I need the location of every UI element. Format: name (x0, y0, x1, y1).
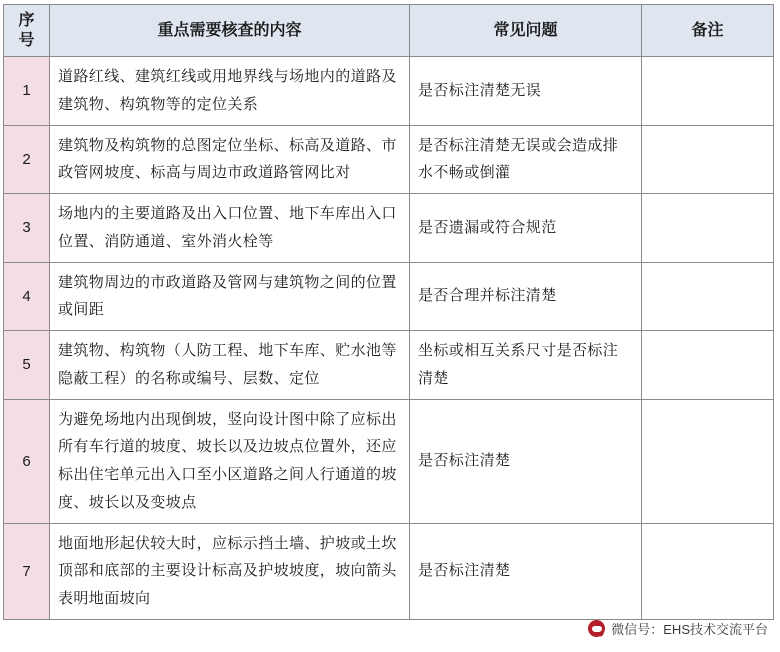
column-header-no-line1: 序 (18, 11, 35, 29)
row-item-content: 建筑物、构筑物（人防工程、地下车库、贮水池等隐蔽工程）的名称或编号、层数、定位 (50, 331, 410, 400)
table-row (4, 523, 774, 619)
watermark-text: 微信号：EHS技术交流平台 (611, 622, 768, 637)
table-row (4, 399, 774, 523)
row-item-content: 地面地形起伏较大时，应标示挡土墙、护坡或土坎顶部和底部的主要设计标高及护坡坡度，坡向箭头表明地面坡向 (50, 523, 410, 619)
table-header-row (4, 5, 774, 57)
row-number: 4 (4, 262, 50, 331)
table-row (4, 57, 774, 126)
row-common-issue: 是否遗漏或符合规范 (410, 194, 642, 263)
row-common-issue: 是否标注清楚 (410, 399, 642, 523)
row-note (642, 125, 774, 194)
table-header (4, 5, 774, 57)
row-number: 6 (4, 399, 50, 523)
column-header-note: 备注 (642, 5, 774, 57)
wechat-icon (588, 620, 605, 637)
row-note (642, 331, 774, 400)
column-header-item: 重点需要核查的内容 (50, 5, 410, 57)
row-item-content: 建筑物周边的市政道路及管网与建筑物之间的位置或间距 (50, 262, 410, 331)
column-header-no-line2: 号 (18, 31, 35, 49)
row-number: 7 (4, 523, 50, 619)
column-header-no (4, 5, 50, 57)
row-number: 5 (4, 331, 50, 400)
row-note (642, 262, 774, 331)
row-note (642, 523, 774, 619)
row-common-issue: 是否标注清楚无误 (410, 57, 642, 126)
row-common-issue: 是否标注清楚 (410, 523, 642, 619)
row-common-issue: 坐标或相互关系尺寸是否标注清楚 (410, 331, 642, 400)
row-note (642, 399, 774, 523)
table-row (4, 262, 774, 331)
table-row (4, 125, 774, 194)
table-body (4, 57, 774, 620)
row-number: 3 (4, 194, 50, 263)
watermark (588, 619, 768, 638)
row-item-content: 场地内的主要道路及出入口位置、地下车库出入口位置、消防通道、室外消火栓等 (50, 194, 410, 263)
row-note (642, 194, 774, 263)
column-header-issue: 常见问题 (410, 5, 642, 57)
row-common-issue: 是否标注清楚无误或会造成排水不畅或倒灌 (410, 125, 642, 194)
design-review-checklist-table (3, 4, 774, 620)
row-number: 2 (4, 125, 50, 194)
row-common-issue: 是否合理并标注清楚 (410, 262, 642, 331)
row-item-content: 建筑物及构筑物的总图定位坐标、标高及道路、市政管网坡度、标高与周边市政道路管网比对 (50, 125, 410, 194)
row-note (642, 57, 774, 126)
row-item-content: 道路红线、建筑红线或用地界线与场地内的道路及建筑物、构筑物等的定位关系 (50, 57, 410, 126)
table-row (4, 194, 774, 263)
row-number: 1 (4, 57, 50, 126)
table-row (4, 331, 774, 400)
row-item-content: 为避免场地内出现倒坡，竖向设计图中除了应标出所有车行道的坡度、坡长以及边坡点位置外，还应标出住宅单元出入口至小区道路之间人行通道的坡度、坡长以及变坡点 (50, 399, 410, 523)
